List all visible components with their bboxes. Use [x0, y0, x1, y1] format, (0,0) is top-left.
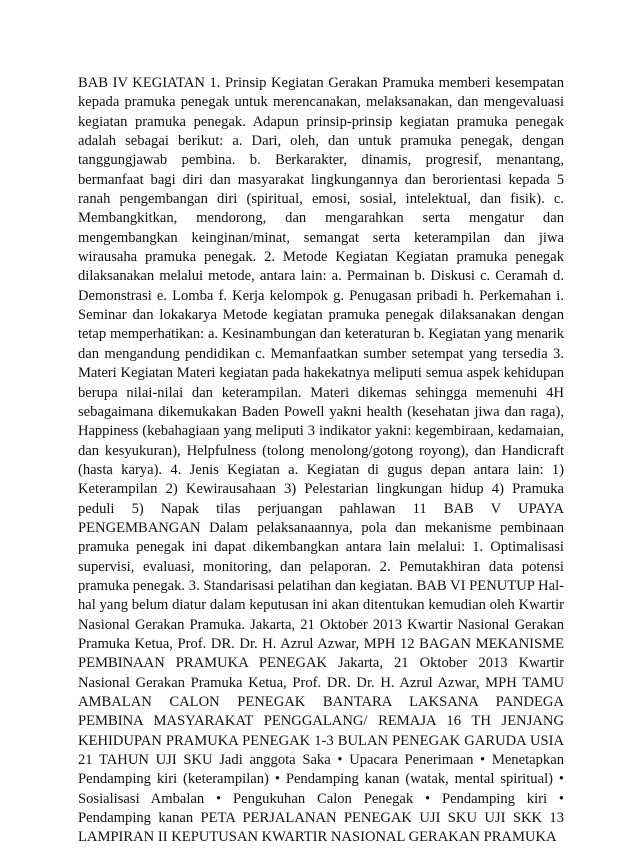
text-line: Membangkitkan, mendorong, dan mengarahkan serta mengatur dan — [78, 210, 564, 227]
text-line: tetap memperhatikan: a. Kesinambungan dan keteraturan b. Kegiatan yang menarik — [78, 326, 564, 343]
text-line: ranah pengembangan diri (spiritual, emosi, sosial, intelektual, dan fisik). c. — [78, 191, 564, 208]
text-line: Materi Kegiatan Materi kegiatan pada hakekatnya meliputi semua aspek kehidupan — [78, 365, 564, 382]
text-line: bermanfaat bagi diri dan masyarakat lingkungannya dan berorientasi kepada 5 — [78, 171, 564, 188]
text-line: dilaksanakan melalui metode, antara lain: a. Permainan b. Diskusi c. Ceramah d. — [78, 268, 564, 285]
text-line: mengembangkan keinginan/minat, semangat serta keterampilan dan jiwa — [78, 229, 564, 246]
text-line: 21 TAHUN UJI SKU Jadi anggota Saka • Upacara Penerimaan • Menetapkan — [78, 752, 564, 769]
text-line: pramuka penegak ini dapat dikembangkan antara lain melalui: 1. Optimalisasi — [78, 539, 564, 556]
text-line: supervisi, evaluasi, monitoring, dan pelaporan. 2. Pemutakhiran data potensi — [78, 558, 564, 575]
text-line: (hasta karya). 4. Jenis Kegiatan a. Kegiatan di gugus depan antara lain: 1) — [78, 461, 564, 478]
text-line: sebagaimana dikemukakan Baden Powell yakni health (kesehatan jiwa dan raga), — [78, 403, 564, 420]
text-line: LAMPIRAN II KEPUTUSAN KWARTIR NASIONAL GERAKAN PRAMUKA — [78, 829, 557, 846]
text-line: Pendamping kiri (keterampilan) • Pendamping kanan (watak, mental spiritual) • — [78, 771, 564, 788]
text-line: adalah sebagai berikut: a. Dari, oleh, dan untuk pramuka penegak, dengan — [78, 133, 564, 150]
text-line: Pendamping kanan PETA PERJALANAN PENEGAK UJI SKU UJI SKK 13 — [78, 810, 564, 827]
text-line: Happiness (kebahagiaan yang meliputi 3 indikator yakni: kegembiraan, kedamaian, — [78, 423, 564, 440]
document-page — [78, 74, 564, 848]
text-line: hal yang belum diatur dalam keputusan ini akan ditentukan kemudian oleh Kwartir — [78, 597, 564, 614]
text-line: dan mengandung pendidikan c. Memanfaatkan sumber setempat yang tersedia 3. — [78, 345, 564, 362]
text-line: Nasional Gerakan Pramuka Ketua, Prof. DR. Dr. H. Azrul Azwar, MPH TAMU — [78, 674, 564, 691]
text-line: pramuka penegak. 3. Standarisasi pelatihan dan kegiatan. BAB VI PENUTUP Hal- — [78, 577, 564, 594]
text-line: tanggungjawab pembina. b. Berkarakter, dinamis, progresif, menantang, — [78, 152, 564, 169]
text-line: dan kesyukuran), Helpfulness (tolong menolong/gotong royong), dan Handicraft — [78, 442, 564, 459]
text-line: Keterampilan 2) Kewirausahaan 3) Pelestarian lingkungan hidup 4) Pramuka — [78, 481, 564, 498]
text-line: kegiatan pramuka penegak. Adapun prinsip-prinsip kegiatan pramuka penegak — [78, 113, 564, 130]
text-line: PEMBINA MASYARAKAT PENGGALANG/ REMAJA 16 TH JENJANG — [78, 713, 564, 730]
text-line: kepada pramuka penegak untuk merencanakan, melaksanakan, dan mengevaluasi — [78, 94, 564, 111]
text-line: AMBALAN CALON PENEGAK BANTARA LAKSANA PANDEGA — [78, 694, 564, 710]
text-line: Pramuka Ketua, Prof. DR. Dr. H. Azrul Azwar, MPH 12 BAGAN MEKANISME — [78, 635, 564, 652]
text-line: KEHIDUPAN PRAMUKA PENEGAK 1-3 BULAN PENEGAK GARUDA USIA — [78, 732, 564, 749]
text-line: Nasional Gerakan Pramuka. Jakarta, 21 Oktober 2013 Kwartir Nasional Gerakan — [78, 616, 564, 633]
text-line: peduli 5) Napak tilas perjuangan pahlawan 11 BAB V UPAYA — [78, 500, 564, 517]
text-line: PEMBINAAN PRAMUKA PENEGAK Jakarta, 21 Oktober 2013 Kwartir — [78, 655, 564, 672]
text-line: Seminar dan lokakarya Metode kegiatan pramuka penegak dilaksanakan dengan — [78, 307, 564, 324]
text-line: Sosialisasi Ambalan • Pengukuhan Calon Penegak • Pendamping kiri • — [78, 790, 564, 807]
text-line: Demonstrasi e. Lomba f. Kerja kelompok g. Penugasan pribadi h. Perkemahan i. — [78, 287, 564, 304]
text-line: BAB IV KEGIATAN 1. Prinsip Kegiatan Gerakan Pramuka memberi kesempatan — [78, 75, 564, 91]
text-line: PENGEMBANGAN Dalam pelaksanaannya, pola dan mekanisme pembinaan — [78, 519, 564, 536]
text-line: berupa nilai-nilai dan keterampilan. Materi dikemas sehingga memenuhi 4H — [78, 384, 564, 401]
text-line: wirausaha pramuka penegak. 2. Metode Kegiatan Kegiatan pramuka penegak — [78, 249, 564, 266]
